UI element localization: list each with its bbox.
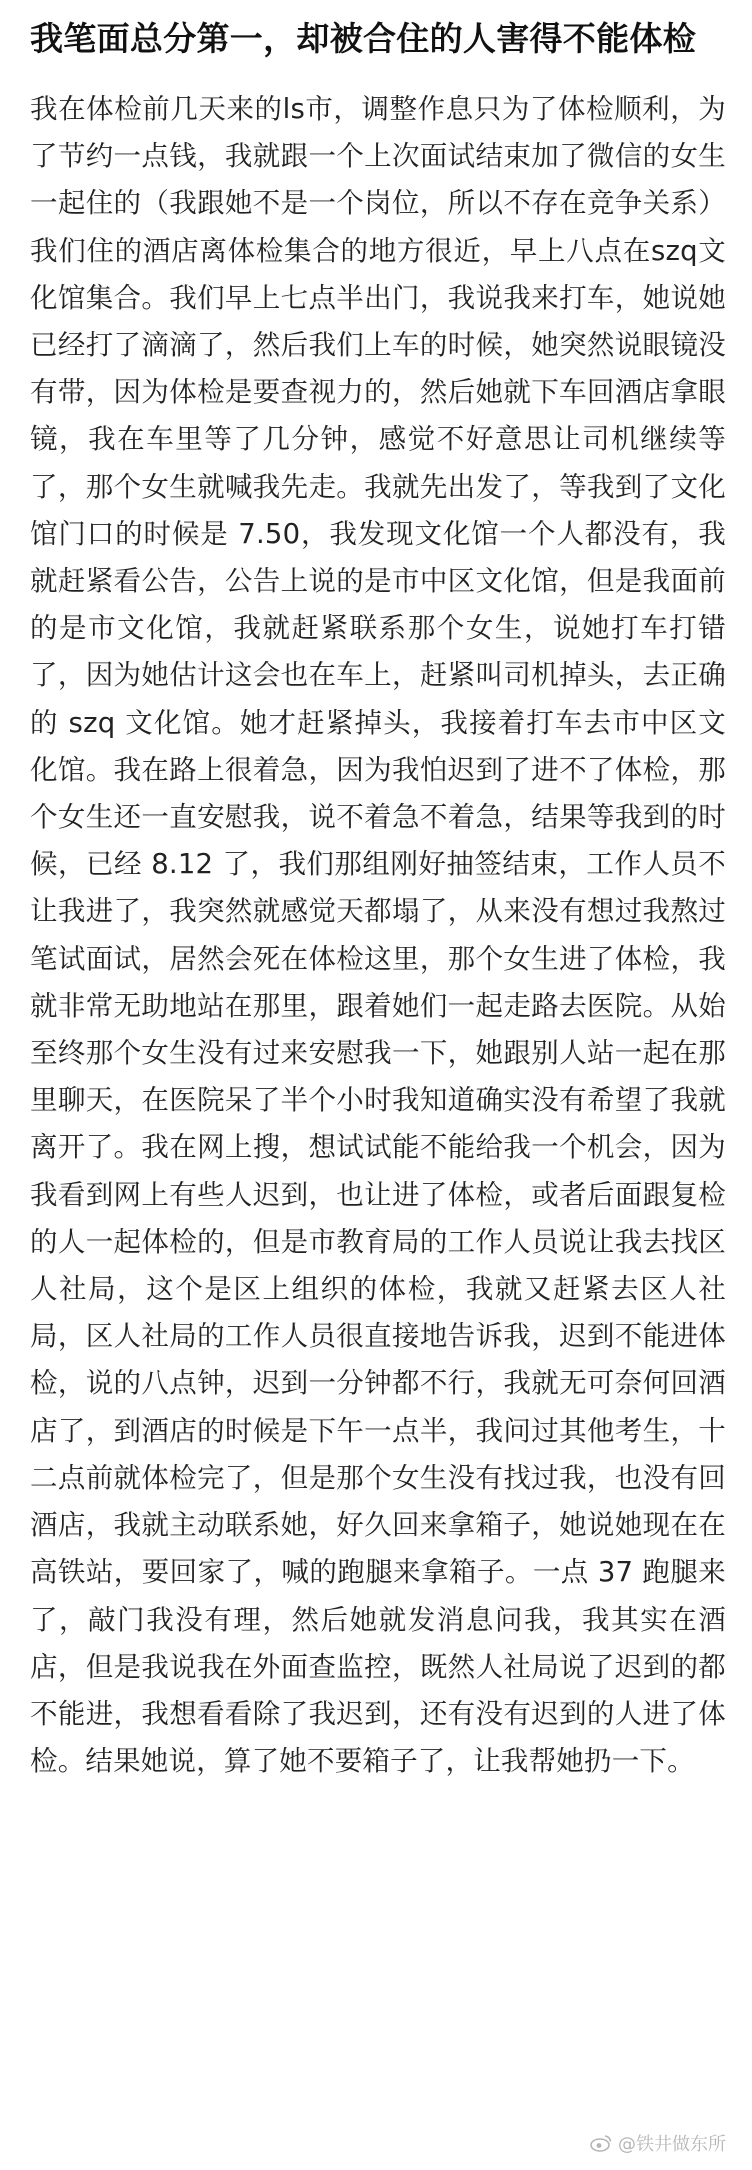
watermark <box>590 2130 726 2156</box>
article-body: 我在体检前几天来的ls市，调整作息只为了体检顺利，为了节约一点钱，我就跟一个上次面试结束加了微信的女生一起住的（我跟她不是一个岗位，所以不存在竞争关系）我们住的酒店离体检集合的地方很近，早上八点在szq文化馆集合。我们早上七点半出门，我说我来打车，她说她已经打了滴滴了，然后我们上车的时候，她突然说眼镜没有带，因为体检是要查视力的，然后她就下车回酒店拿眼镜，我在车里等了几分钟，感觉不好意思让司机继续等了，那个女生就喊我先走。我就先出发了，等我到了文化馆门口的时候是 7.50，我发现文化馆一个人都没有，我就赶紧看公告，公告上说的是市中区文化馆，但是我面前的是市文化馆，我就赶紧联系那个女生，说她打车打错了，因为她估计这会也在车上，赶紧叫司机掉头，去正确的 szq 文化馆。她才赶紧掉头，我接着打车去市中区文化馆。我在路上很着急，因为我怕迟到了进不了体检，那个女生还一直安慰我，说不着急不着急，结果等我到的时候，已经 8.12 了，我们那组刚好抽签结束，工作人员不让我进了，我突然就感觉天都塌了，从来没有想过我熬过笔试面试，居然会死在体检这里，那个女生进了体检，我就非常无助地站在那里，跟着她们一起走路去医院。从始至终那个女生没有过来安慰我一下，她跟别人站一起在那里聊天，在医院呆了半个小时我知道确实没有希望了我就离开了。我在网上搜，想试试能不能给我一个机会，因为我看到网上有些人迟到，也让进了体检，或者后面跟复检的人一起体检的，但是市教育局的工作人员说让我去找区人社局，这个是区上组织的体检，我就又赶紧去区人社局，区人社局的工作人员很直接地告诉我，迟到不能进体检，说的八点钟，迟到一分钟都不行，我就无可奈何回酒店了，到酒店的时候是下午一点半，我问过其他考生，十二点前就体检完了，但是那个女生没有找过我，也没有回酒店，我就主动联系她，好久回来拿箱子，她说她现在在高铁站，要回家了，喊的跑腿来拿箱子。一点 37 跑腿来了，敲门我没有理，然后她就发消息问我，我其实在酒店，但是我说我在外面查监控，既然人社局说了迟到的都不能进，我想看看除了我迟到，还有没有迟到的人进了体检。结果她说，算了她不要箱子了，让我帮她扔一下。 <box>30 93 726 1778</box>
weibo-icon <box>590 2134 612 2152</box>
article-title: 我笔面总分第一，却被合住的人害得不能体检 <box>30 19 696 58</box>
watermark-text: @铁井做东所 <box>618 2134 726 2155</box>
